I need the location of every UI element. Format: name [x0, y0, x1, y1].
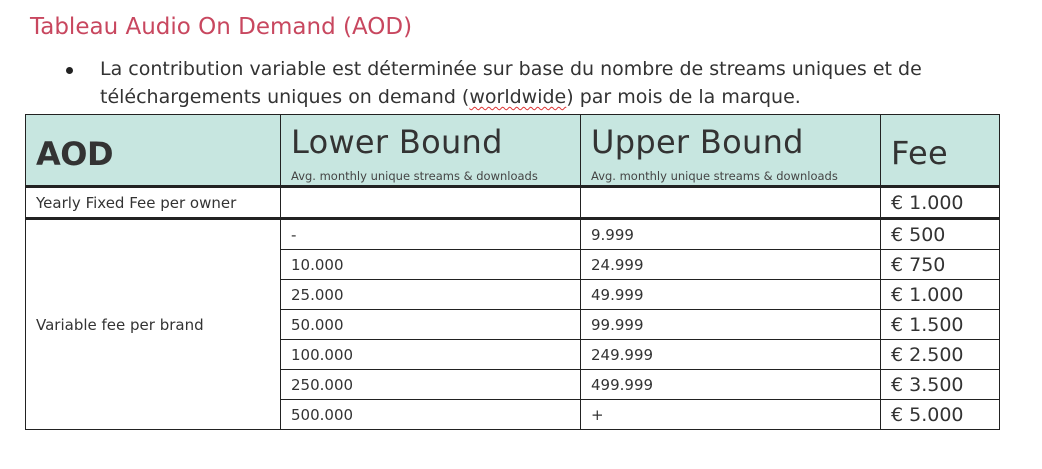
- cell-lower: 10.000: [281, 250, 581, 280]
- cell-upper: +: [581, 400, 881, 430]
- header-lower-bound-sub: Avg. monthly unique streams & downloads: [291, 169, 538, 183]
- header-lower-bound-label: Lower Bound: [291, 123, 503, 161]
- header-aod: [26, 115, 281, 187]
- cell-upper: 49.999: [581, 280, 881, 310]
- section-heading: Tableau Audio On Demand (AOD): [30, 14, 413, 40]
- cell-fee: € 1.500: [881, 310, 1000, 340]
- cell-upper: 249.999: [581, 340, 881, 370]
- cell-fixed-upper: [581, 187, 881, 219]
- cell-fixed-lower: [281, 187, 581, 219]
- cell-upper: 9.999: [581, 219, 881, 250]
- cell-lower: 100.000: [281, 340, 581, 370]
- cell-lower: 25.000: [281, 280, 581, 310]
- cell-lower: 250.000: [281, 370, 581, 400]
- header-upper-bound-sub: Avg. monthly unique streams & downloads: [591, 169, 838, 183]
- table-row: [26, 219, 1000, 250]
- bullet-text: [100, 55, 1020, 111]
- cell-lower: -: [281, 219, 581, 250]
- bullet-icon: [66, 67, 73, 74]
- header-upper-bound: [581, 115, 881, 187]
- cell-variable-label: Variable fee per brand: [26, 219, 281, 430]
- cell-upper: 499.999: [581, 370, 881, 400]
- cell-fixed-label: Yearly Fixed Fee per owner: [26, 187, 281, 219]
- cell-lower: 50.000: [281, 310, 581, 340]
- cell-fee: € 2.500: [881, 340, 1000, 370]
- cell-upper: 99.999: [581, 310, 881, 340]
- cell-fee: € 750: [881, 250, 1000, 280]
- aod-fee-table: [25, 114, 1000, 430]
- bullet-text-after: ) par mois de la marque.: [566, 86, 801, 108]
- cell-fee: € 500: [881, 219, 1000, 250]
- header-lower-bound: [281, 115, 581, 187]
- spellcheck-flagged-word[interactable]: worldwide: [469, 86, 567, 108]
- header-aod-label: AOD: [36, 135, 114, 173]
- bullet-paragraph: [60, 55, 1020, 111]
- table-header-row: [26, 115, 1000, 187]
- header-upper-bound-label: Upper Bound: [591, 123, 804, 161]
- bullet-text-before: La contribution variable est déterminée sur base du nombre de streams uniques et de téléchargements uniques on demand (: [100, 58, 922, 108]
- table-row-fixed-fee: [26, 187, 1000, 219]
- cell-upper: 24.999: [581, 250, 881, 280]
- cell-lower: 500.000: [281, 400, 581, 430]
- header-fee: [881, 115, 1000, 187]
- header-fee-label: Fee: [891, 134, 948, 172]
- cell-fee: € 1.000: [881, 280, 1000, 310]
- cell-fixed-fee: € 1.000: [881, 187, 1000, 219]
- cell-fee: € 3.500: [881, 370, 1000, 400]
- cell-fee: € 5.000: [881, 400, 1000, 430]
